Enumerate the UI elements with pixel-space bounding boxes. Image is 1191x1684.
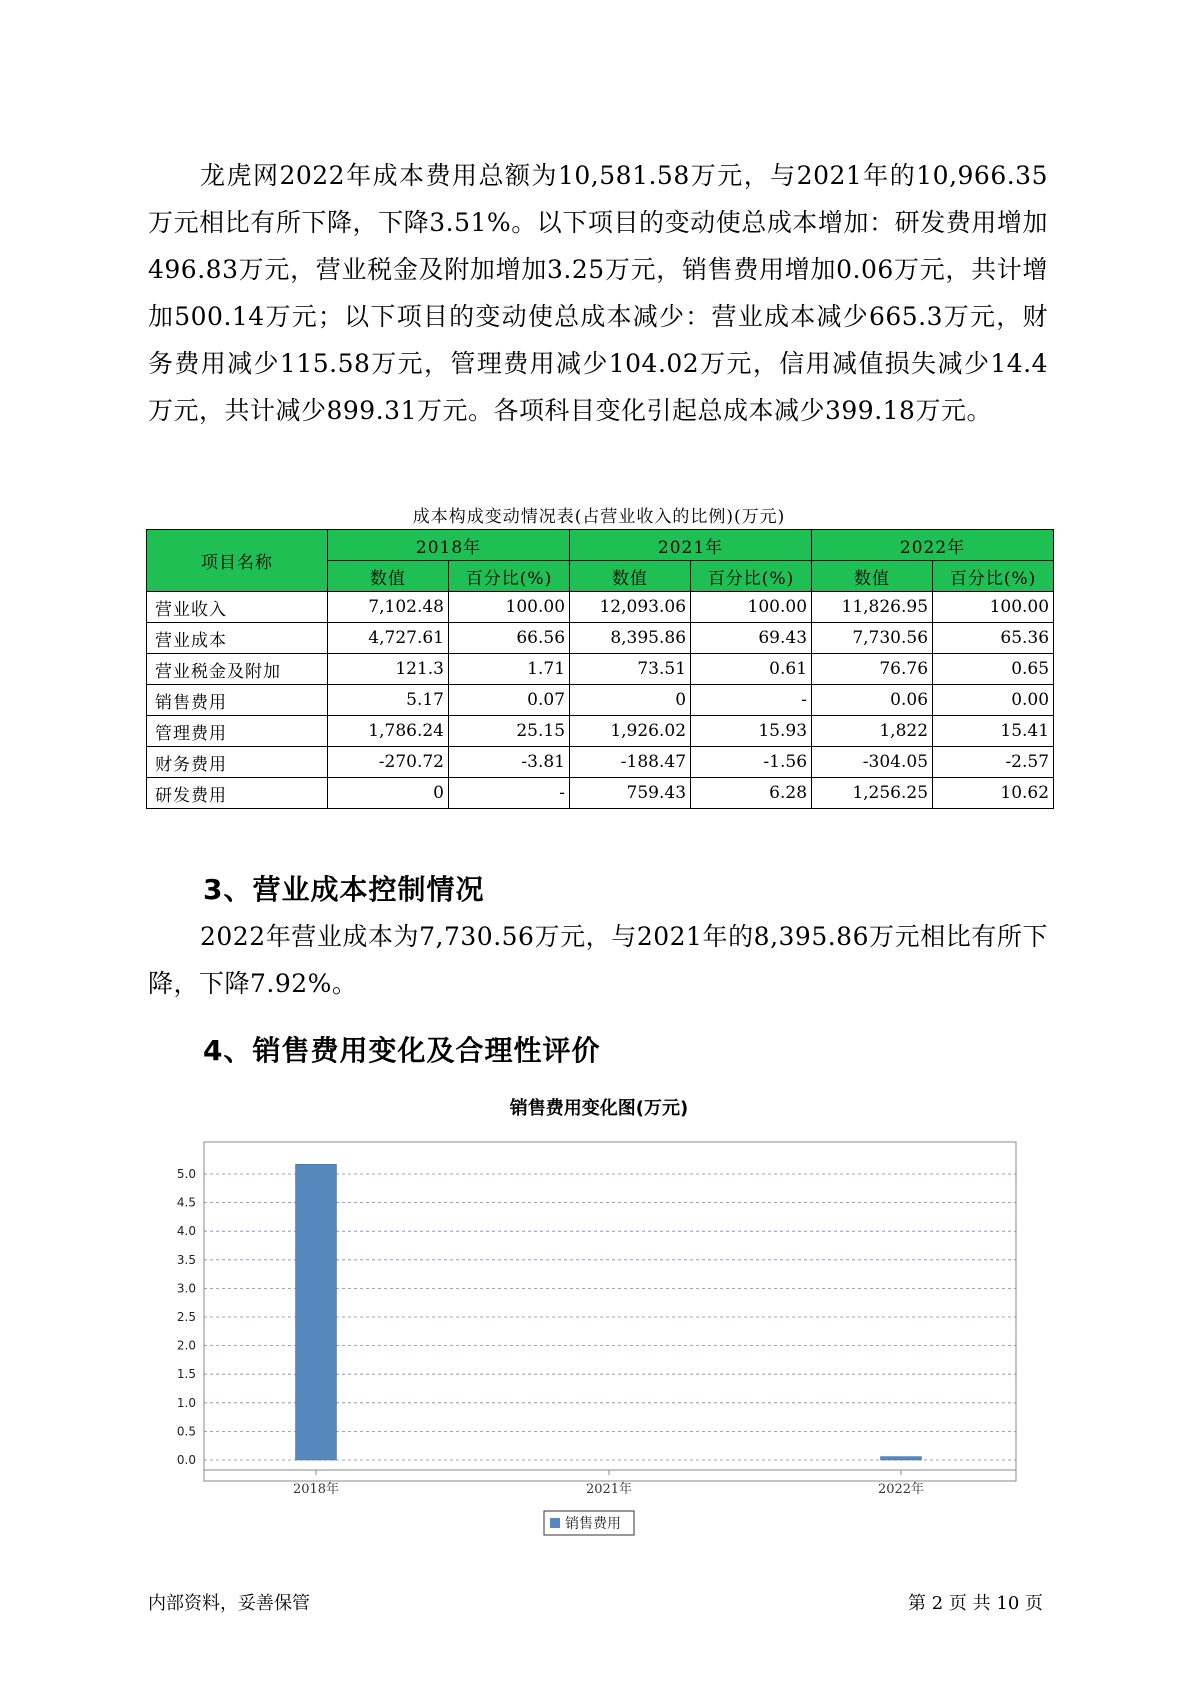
percent-cell: 100.00 (449, 592, 570, 623)
x-tick-label: 2022年 (877, 1482, 925, 1497)
y-tick-label: 3.0 (176, 1281, 196, 1296)
y-tick-label: 5.0 (176, 1167, 196, 1181)
value-cell: -270.72 (328, 747, 449, 778)
table-caption: 成本构成变动情况表(占营业收入的比例)(万元) (412, 507, 786, 527)
percent-cell: -3.81 (449, 747, 570, 778)
y-tick-label: 4.0 (176, 1224, 196, 1239)
summary-paragraph: 龙虎网2022年成本费用总额为10,581.58万元，与2021年的10,966.35万元相比有所下降，下降3.51%。以下项目的变动使总成本增加：研发费用增加496.83万元，营业税金及附加增加3.25万元，销售费用增加0.06万元，共计增加500.14万元；以下项目的变动使总成本减少：营业成本减少665.3万元，财务费用减少115.58万元，管理费用减少104.02万元，信用减值损失减少14.4万元，共计减少899.31万元。各项科目变化引起总成本减少399.18万元。 (148, 161, 1048, 425)
section-4-heading: 4、销售费用变化及合理性评价 (203, 1034, 601, 1067)
row-item-name: 营业成本 (147, 623, 328, 654)
row-item-name: 财务费用 (147, 747, 328, 778)
table-header-row-years (147, 530, 1054, 561)
bar (881, 1457, 922, 1460)
section-3-heading: 3、营业成本控制情况 (203, 873, 485, 906)
percent-cell: - (449, 778, 570, 809)
sales-expense-bar-chart (158, 1090, 1020, 1550)
percent-cell: 100.00 (691, 592, 812, 623)
x-tick-label: 2021年 (585, 1482, 633, 1497)
percent-cell: 6.28 (691, 778, 812, 809)
percent-cell: - (691, 685, 812, 716)
table-row (147, 716, 1054, 747)
percent-cell: 66.56 (449, 623, 570, 654)
y-tick-label: 2.0 (176, 1338, 196, 1353)
value-cell: 7,102.48 (328, 592, 449, 623)
percent-cell: 10.62 (933, 778, 1054, 809)
value-cell: 1,256.25 (812, 778, 933, 809)
value-cell: 0.06 (812, 685, 933, 716)
value-cell: 0 (328, 778, 449, 809)
year-header: 2022年 (812, 530, 1054, 561)
table-row (147, 685, 1054, 716)
value-subheader: 数值 (570, 561, 691, 592)
y-tick-label: 1.5 (176, 1367, 196, 1382)
y-tick-label: 2.5 (176, 1310, 196, 1324)
footer-page-number: 第 2 页 共 10 页 (908, 1593, 1043, 1614)
y-tick-label: 3.5 (176, 1252, 196, 1267)
value-subheader: 数值 (812, 561, 933, 592)
footer-confidential-note: 内部资料，妥善保管 (148, 1593, 310, 1614)
table-row (147, 778, 1054, 809)
item-name-header: 项目名称 (147, 530, 328, 592)
row-item-name: 营业税金及附加 (147, 654, 328, 685)
year-header: 2018年 (328, 530, 570, 561)
cost-structure-table (146, 529, 1054, 809)
percent-cell: 15.41 (933, 716, 1054, 747)
percent-cell: 1.71 (449, 654, 570, 685)
value-cell: 0 (570, 685, 691, 716)
value-cell: 4,727.61 (328, 623, 449, 654)
row-item-name: 营业收入 (147, 592, 328, 623)
row-item-name: 管理费用 (147, 716, 328, 747)
y-tick-label: 4.5 (176, 1195, 196, 1210)
percent-cell: 100.00 (933, 592, 1054, 623)
percent-cell: 69.43 (691, 623, 812, 654)
value-cell: -188.47 (570, 747, 691, 778)
value-cell: 7,730.56 (812, 623, 933, 654)
percent-cell: -2.57 (933, 747, 1054, 778)
percent-subheader: 百分比(%) (691, 561, 812, 592)
chart-title: 销售费用变化图(万元) (509, 1098, 689, 1119)
table-row (147, 654, 1054, 685)
value-cell: 1,786.24 (328, 716, 449, 747)
value-cell: 73.51 (570, 654, 691, 685)
value-cell: 11,826.95 (812, 592, 933, 623)
value-cell: -304.05 (812, 747, 933, 778)
value-cell: 8,395.86 (570, 623, 691, 654)
y-tick-label: 0.5 (176, 1424, 196, 1439)
row-item-name: 研发费用 (147, 778, 328, 809)
y-tick-label: 0.0 (176, 1453, 196, 1467)
legend-label: 销售费用 (565, 1516, 621, 1532)
value-cell: 5.17 (328, 685, 449, 716)
value-cell: 759.43 (570, 778, 691, 809)
percent-subheader: 百分比(%) (933, 561, 1054, 592)
y-tick-label: 1.0 (176, 1395, 196, 1410)
year-header: 2021年 (570, 530, 812, 561)
value-cell: 121.3 (328, 654, 449, 685)
bar (296, 1164, 337, 1460)
table-row (147, 623, 1054, 654)
legend-swatch (550, 1518, 560, 1528)
value-cell: 76.76 (812, 654, 933, 685)
row-item-name: 销售费用 (147, 685, 328, 716)
table-body (147, 592, 1054, 809)
percent-cell: 0.61 (691, 654, 812, 685)
x-tick-label: 2018年 (292, 1482, 340, 1497)
percent-cell: 0.07 (449, 685, 570, 716)
value-cell: 1,926.02 (570, 716, 691, 747)
table-row (147, 592, 1054, 623)
percent-cell: 0.00 (933, 685, 1054, 716)
table-row (147, 747, 1054, 778)
percent-cell: 0.65 (933, 654, 1054, 685)
percent-cell: 65.36 (933, 623, 1054, 654)
value-subheader: 数值 (328, 561, 449, 592)
value-cell: 12,093.06 (570, 592, 691, 623)
section-3-paragraph: 2022年营业成本为7,730.56万元，与2021年的8,395.86万元相比有所下降，下降7.92%。 (148, 922, 1048, 998)
percent-cell: -1.56 (691, 747, 812, 778)
percent-cell: 15.93 (691, 716, 812, 747)
percent-subheader: 百分比(%) (449, 561, 570, 592)
percent-cell: 25.15 (449, 716, 570, 747)
value-cell: 1,822 (812, 716, 933, 747)
